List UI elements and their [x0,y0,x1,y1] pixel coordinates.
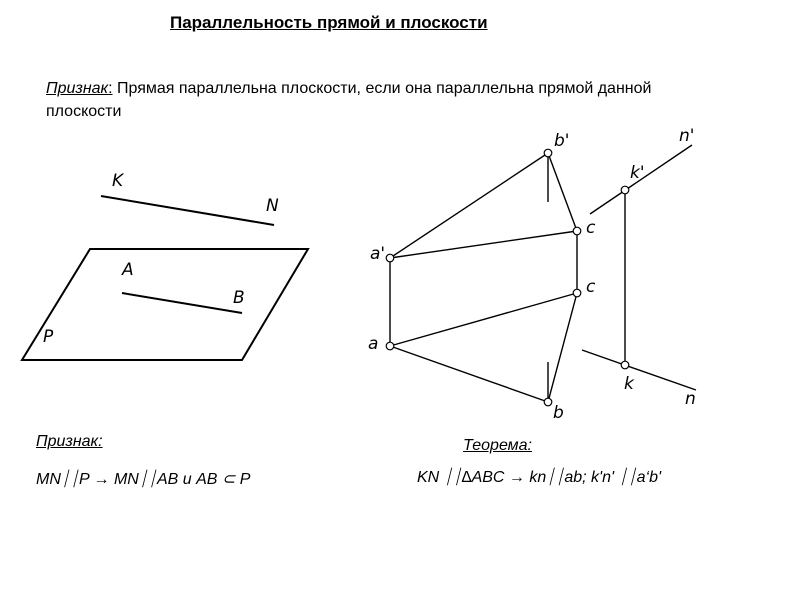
page-title: Параллельность прямой и плоскости [170,13,488,32]
point-c [573,289,581,297]
edge-a-c [390,293,577,346]
rule-text: Прямая параллельна плоскости, если она параллельна прямой данной плоскости [46,80,652,120]
sign-label: Признак: [36,433,103,450]
rule-label: Признак [46,80,109,97]
line-kn [101,196,274,225]
label-c: c [586,277,596,297]
theorem-formula: KN ⏐⏐∆ABC → kn⏐⏐ab; k'n' ⏐⏐a‘b' [417,469,662,486]
point-b1 [544,149,552,157]
point-k [621,361,629,369]
rule-colon: : [108,80,113,97]
label-a-prime: a' [370,244,386,264]
theorem-label: Теорема: [463,437,532,454]
label-k: K [112,171,124,191]
label-b: B [233,288,245,308]
point-a1 [386,254,394,262]
sign-formula: MN⏐⏐P → MN⏐⏐AB и AB ⊂ P [36,471,251,488]
edge-c-b [548,293,577,402]
point-k1 [621,186,629,194]
label-k-point: k [624,374,634,394]
point-b [544,398,552,406]
label-n: N [266,196,279,216]
edge-a1-c1 [390,231,577,258]
label-p: P [43,327,54,347]
line-k-n [582,350,696,390]
label-b-prime: b' [554,131,570,151]
edge-b1-c1 [548,153,577,231]
label-n-prime: n' [679,126,695,146]
label-k-prime: k' [630,163,645,183]
point-c1 [573,227,581,235]
label-c-prime: c [586,218,596,238]
label-a-point: a [368,334,379,354]
edge-a-b [390,346,548,402]
label-n-point: n [685,389,696,409]
edge-a1-b1 [390,153,548,258]
line-ab [122,293,242,313]
point-a [386,342,394,350]
plane-p [22,249,308,360]
label-a: A [122,260,134,280]
label-b-point: b [553,403,564,423]
